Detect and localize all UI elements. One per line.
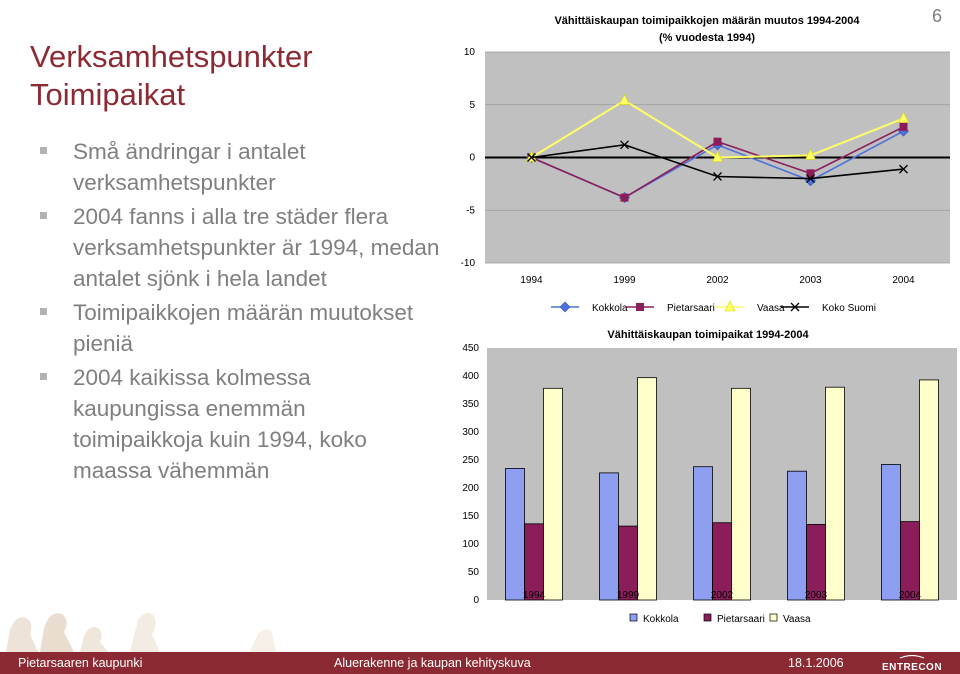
bar-chart-y-tick-label: 350 (462, 399, 479, 410)
line-chart-x-tick-label: 1999 (613, 275, 636, 286)
line-chart-y-tick-label: 10 (463, 47, 475, 58)
title-line-1: Verksamhetspunkter (30, 39, 313, 74)
legend-label: Kokkola (643, 614, 679, 625)
footer-date: 18.1.2006 (788, 656, 844, 670)
bar-chart (440, 322, 960, 637)
bar-chart-x-tick-label: 2003 (804, 590, 828, 601)
legend-label: Pietarsaari (717, 614, 765, 625)
bar-kokkola (694, 467, 713, 600)
line-chart-y-tick-label: 0 (469, 152, 475, 164)
pietarsaari-marker (714, 138, 722, 146)
footer-organization: Pietarsaaren kaupunki (18, 656, 143, 670)
line-chart-x-tick-label: 2004 (892, 275, 915, 286)
pietarsaari-marker (900, 123, 908, 131)
bar-chart-y-tick-label: 0 (473, 595, 479, 606)
bar-chart-title: Vähittäiskaupan toimipaikat 1994-2004 (607, 329, 809, 341)
line-chart (440, 0, 960, 330)
bar-vaasa (638, 378, 657, 600)
footer-presentation-title: Aluerakenne ja kaupan kehityskuva (334, 656, 531, 670)
legend-label: Vaasa (757, 303, 785, 314)
bar-chart-x-tick-label: 2004 (898, 590, 922, 601)
slide-title (30, 38, 313, 114)
bullet-square-icon (40, 373, 47, 380)
bar-chart-x-tick-label: 2002 (710, 590, 734, 601)
bar-vaasa (920, 380, 939, 600)
bar-chart-y-tick-label: 150 (462, 511, 479, 522)
bar-pietarsaari (710, 523, 734, 601)
bullet-square-icon (40, 212, 47, 219)
bar-chart-y-tick-label: 100 (462, 539, 479, 550)
bar-chart-y-tick-label: 450 (462, 343, 479, 354)
bar-kokkola (506, 468, 525, 600)
bar-chart-x-tick-label: 1999 (616, 590, 640, 601)
bullet-text: Toimipaikkojen määrän muutokset pieniä (73, 300, 414, 356)
footer-bar (0, 652, 960, 674)
bar-pietarsaari (898, 522, 922, 601)
bar-chart-y-tick-label: 200 (462, 483, 479, 494)
bar-kokkola (882, 464, 901, 600)
line-chart-subtitle: (% vuodesta 1994) (659, 32, 755, 44)
bullet-text: Små ändringar i antalet verksamhetspunkter (73, 139, 306, 195)
legend-swatch (770, 614, 777, 621)
bullet-text: 2004 kaikissa kolmessa kaupungissa enemmän toimipaikkoja kuin 1994, koko maassa vähemmän (73, 365, 367, 483)
bullet-item (40, 297, 440, 359)
page-number: 6 (931, 6, 942, 26)
line-chart-x-tick-label: 1994 (520, 275, 543, 286)
entrecon-logo (878, 655, 946, 673)
line-chart-x-tick-label: 2002 (706, 275, 729, 286)
legend-swatch (630, 614, 637, 621)
legend-label: Vaasa (783, 614, 811, 625)
line-chart-y-tick-label: -10 (460, 258, 475, 269)
kokkola-marker (560, 302, 570, 312)
legend-label: Kokkola (592, 303, 628, 314)
bar-vaasa (826, 387, 845, 600)
bullet-item (40, 136, 440, 198)
line-chart-y-tick-label: -5 (466, 205, 475, 217)
bar-pietarsaari (522, 524, 546, 601)
bullet-square-icon (40, 147, 47, 154)
bullet-item (40, 201, 440, 294)
line-chart-title: Vähittäiskaupan toimipaikkojen määrän muutos 1994-2004 (554, 15, 860, 27)
bar-chart-y-tick-label: 300 (462, 427, 479, 438)
line-chart-x-tick-label: 2003 (799, 275, 822, 286)
line-chart-y-tick-label: 5 (469, 99, 475, 111)
legend-swatch (704, 614, 711, 621)
bar-pietarsaari (616, 526, 640, 601)
bar-chart-y-tick-label: 50 (467, 567, 479, 578)
bullet-item (40, 362, 440, 486)
bar-pietarsaari (804, 524, 828, 601)
bar-chart-y-tick-label: 400 (462, 371, 479, 382)
bar-vaasa (544, 388, 563, 600)
bar-kokkola (600, 473, 619, 600)
bullet-list (40, 136, 440, 489)
people-silhouettes-image (0, 600, 330, 652)
pietarsaari-marker (621, 194, 629, 202)
bar-chart-x-tick-label: 1994 (522, 590, 546, 601)
bar-chart-y-tick-label: 250 (462, 455, 479, 466)
entrecon-logo-text: ENTRECON (881, 662, 943, 673)
legend-label: Koko Suomi (822, 303, 876, 314)
pietarsaari-marker (636, 303, 644, 311)
bar-kokkola (788, 471, 807, 600)
vaasa-marker (725, 301, 735, 311)
bullet-text: 2004 fanns i alla tre städer flera verksamhetspunkter är 1994, medan antalet sjönk i hela landet (73, 204, 440, 291)
bullet-square-icon (40, 308, 47, 315)
bar-vaasa (732, 388, 751, 600)
legend-label: Pietarsaari (667, 303, 715, 314)
title-line-2: Toimipaikat (30, 77, 186, 112)
